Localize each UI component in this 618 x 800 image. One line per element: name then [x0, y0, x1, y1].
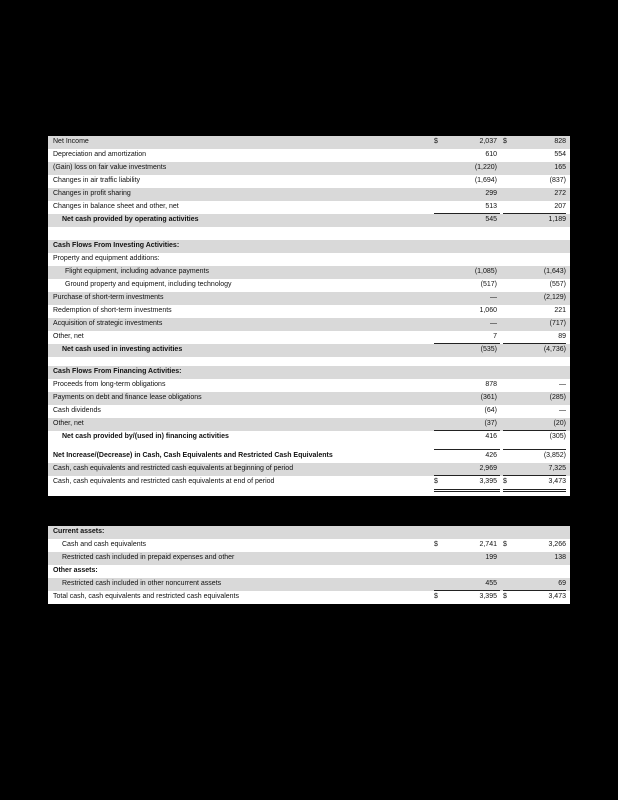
row-label: Other, net [53, 420, 84, 427]
section-title: Current assets: [53, 528, 105, 535]
table-row [48, 318, 570, 331]
value-prior: 3,266 [548, 541, 566, 548]
value-current: 2,969 [479, 465, 497, 472]
total-row [48, 431, 570, 444]
value-prior: 221 [554, 307, 566, 314]
row-label: Payments on debt and finance lease obligations [53, 394, 202, 401]
value-prior: 3,473 [548, 478, 566, 485]
total-label: Net cash provided by/(used in) financing activities [62, 433, 229, 440]
section-header [48, 526, 570, 539]
total-row [48, 591, 570, 604]
value-prior: 69 [558, 580, 566, 587]
value-prior: 207 [554, 203, 566, 210]
value-current: 2,741 [479, 541, 497, 548]
double-rule [503, 489, 566, 490]
total-current: (535) [480, 346, 497, 353]
row-label: Net Income [53, 138, 89, 145]
table-row [48, 405, 570, 418]
value-prior: (20) [553, 420, 566, 427]
row-label: Changes in profit sharing [53, 190, 131, 197]
total-label: Net cash provided by operating activities [62, 216, 199, 223]
subsection-header [48, 253, 570, 266]
section-header [48, 240, 570, 253]
value-current: 878 [485, 381, 497, 388]
value-prior: (2,129) [543, 294, 566, 301]
value-prior: 7,325 [548, 465, 566, 472]
value-prior: (3,852) [543, 452, 566, 459]
value-prior: — [559, 407, 566, 414]
total-prior: (4,736) [543, 346, 566, 353]
value-prior: (717) [549, 320, 566, 327]
currency-symbol: $ [503, 478, 507, 485]
value-current: (517) [480, 281, 497, 288]
table-row [48, 136, 570, 149]
value-current: 455 [485, 580, 497, 587]
value-current: 610 [485, 151, 497, 158]
table-row [48, 266, 570, 279]
table-row [48, 305, 570, 318]
row-label: Net Increase/(Decrease) in Cash, Cash Equivalents and Restricted Cash Equivalents [53, 452, 333, 459]
row-label: Ground property and equipment, including technology [65, 281, 232, 288]
row-label: Proceeds from long-term obligations [53, 381, 166, 388]
value-prior: 138 [554, 554, 566, 561]
row-label: Cash dividends [53, 407, 101, 414]
value-current: 426 [485, 452, 497, 459]
value-current: 513 [485, 203, 497, 210]
value-current: 199 [485, 554, 497, 561]
value-prior: (285) [549, 394, 566, 401]
value-current: 2,037 [479, 138, 497, 145]
table-row [48, 175, 570, 188]
row-label: Changes in air traffic liability [53, 177, 141, 184]
row-label: Redemption of short-term investments [53, 307, 172, 314]
value-current: — [490, 294, 497, 301]
row-label: Restricted cash included in prepaid expenses and other [62, 554, 235, 561]
double-rule [503, 491, 566, 492]
subsection-title: Property and equipment additions: [53, 255, 160, 262]
row-label: Other, net [53, 333, 84, 340]
value-current: (64) [484, 407, 497, 414]
reconciliation-table [48, 526, 570, 604]
value-current: (1,220) [474, 164, 497, 171]
section-header [48, 366, 570, 379]
value-current: — [490, 320, 497, 327]
currency-symbol: $ [434, 138, 438, 145]
summary-row [48, 450, 570, 463]
table-row [48, 392, 570, 405]
total-row [48, 344, 570, 357]
section-header [48, 565, 570, 578]
value-current: (37) [484, 420, 497, 427]
total-prior: (305) [549, 433, 566, 440]
value-current: 7 [493, 333, 497, 340]
value-prior: (557) [549, 281, 566, 288]
row-label: Depreciation and amortization [53, 151, 146, 158]
total-current: 545 [485, 216, 497, 223]
value-prior: 89 [558, 333, 566, 340]
double-rule [434, 491, 500, 492]
row-label: Cash, cash equivalents and restricted cash equivalents at beginning of period [53, 465, 294, 472]
table-row [48, 552, 570, 565]
total-prior: 3,473 [548, 593, 566, 600]
currency-symbol: $ [434, 541, 438, 548]
value-prior: 828 [554, 138, 566, 145]
value-prior: — [559, 381, 566, 388]
value-current: 299 [485, 190, 497, 197]
table-row [48, 149, 570, 162]
table-row [48, 188, 570, 201]
value-current: (1,085) [474, 268, 497, 275]
row-label: Flight equipment, including advance payments [65, 268, 209, 275]
section-title: Other assets: [53, 567, 98, 574]
currency-symbol: $ [434, 478, 438, 485]
table-row [48, 379, 570, 392]
total-current: 3,395 [479, 593, 497, 600]
value-prior: 554 [554, 151, 566, 158]
table-row [48, 279, 570, 292]
table-row [48, 292, 570, 305]
currency-symbol: $ [503, 541, 507, 548]
currency-symbol: $ [503, 138, 507, 145]
table-row [48, 539, 570, 552]
section-title: Cash Flows From Investing Activities: [53, 242, 180, 249]
total-current: 416 [485, 433, 497, 440]
row-label: Acquisition of strategic investments [53, 320, 163, 327]
row-label: Purchase of short-term investments [53, 294, 164, 301]
row-label: Changes in balance sheet and other, net [53, 203, 179, 210]
total-label: Net cash used in investing activities [62, 346, 183, 353]
row-label: Cash, cash equivalents and restricted cash equivalents at end of period [53, 478, 275, 485]
value-current: (361) [480, 394, 497, 401]
row-label: Restricted cash included in other noncurrent assets [62, 580, 222, 587]
currency-symbol: $ [434, 593, 438, 600]
value-current: 3,395 [479, 478, 497, 485]
value-prior: 272 [554, 190, 566, 197]
cash-flow-table [48, 136, 570, 496]
table-row [48, 162, 570, 175]
currency-symbol: $ [503, 593, 507, 600]
value-prior: (1,643) [543, 268, 566, 275]
value-current: (1,694) [474, 177, 497, 184]
row-label: (Gain) loss on fair value investments [53, 164, 167, 171]
total-label: Total cash, cash equivalents and restricted cash equivalents [53, 593, 239, 600]
value-current: 1,060 [479, 307, 497, 314]
value-prior: (837) [549, 177, 566, 184]
total-prior: 1,189 [548, 216, 566, 223]
row-label: Cash and cash equivalents [62, 541, 147, 548]
value-prior: 165 [554, 164, 566, 171]
summary-row [48, 476, 570, 489]
section-title: Cash Flows From Financing Activities: [53, 368, 182, 375]
double-rule [434, 489, 500, 490]
total-row [48, 214, 570, 227]
